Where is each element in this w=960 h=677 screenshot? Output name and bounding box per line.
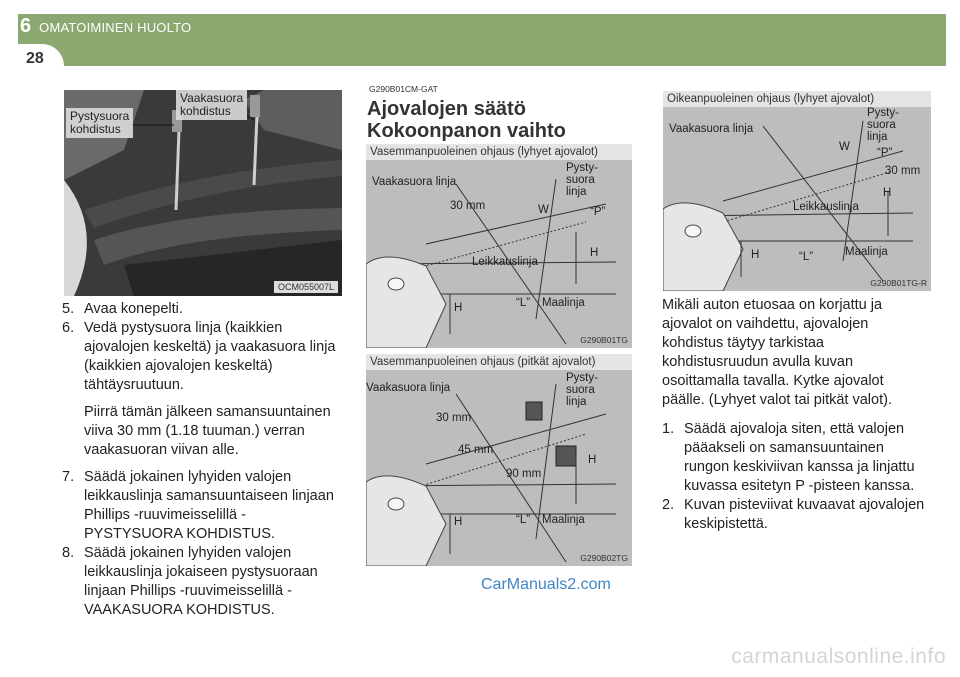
section-title-line-1: Ajovalojen säätö	[367, 98, 526, 120]
chapter-number: 6	[20, 15, 32, 37]
label-horizontal-line: Vaakasuora linja	[366, 382, 451, 394]
section-title	[367, 98, 566, 142]
right-step-2	[662, 496, 930, 534]
label-l: “L”	[516, 514, 531, 526]
step-number: 6.	[62, 320, 75, 336]
section-code: G290B01CM-GAT	[369, 84, 438, 94]
right-column-text	[662, 296, 930, 534]
label-offset: 30 mm	[450, 200, 486, 212]
site-watermark: CarManuals2.com	[481, 576, 611, 593]
label-ground-line: Maalinja	[845, 246, 888, 258]
label-h-right: H	[588, 454, 597, 466]
horizontal-alignment-label	[176, 90, 247, 120]
step-number: 1.	[662, 421, 675, 437]
step-number: 2.	[662, 497, 675, 513]
label-w: W	[839, 141, 850, 153]
diagram-code: G290B01TG-R	[870, 278, 927, 288]
diagram-caption: Vasemmanpuoleinen ohjaus (pitkät ajovalot)	[366, 354, 632, 370]
chapter-title-text: OMATOIMINEN HUOLTO	[39, 20, 192, 35]
vertical-alignment-label	[66, 108, 133, 138]
label-l: “L”	[799, 251, 814, 263]
diagram-caption: Oikeanpuoleinen ohjaus (lyhyet ajovalot)	[663, 91, 931, 107]
diagram-lhd-low-beam	[366, 144, 632, 348]
label-offset-45: 45 mm	[458, 444, 494, 456]
vertical-alignment-text: Pystysuora kohdistus	[70, 109, 130, 136]
horizontal-alignment-text: Vaakasuora kohdistus	[180, 91, 244, 118]
left-steps	[62, 300, 338, 620]
diagram-lhd-high-beam	[366, 354, 632, 566]
label-l: “L”	[516, 297, 531, 309]
diagram-caption: Vasemmanpuoleinen ohjaus (lyhyet ajovalot)	[366, 144, 632, 160]
label-h-left: H	[751, 249, 760, 261]
label-h-right: H	[590, 247, 599, 259]
step-6	[62, 319, 338, 395]
label-horizontal-line: Vaakasuora linja	[669, 123, 754, 135]
photo-code: OCM055007L	[274, 281, 338, 293]
diagram-code: G290B01TG	[580, 335, 628, 345]
label-p: “P”	[877, 147, 893, 159]
label-horizontal-line: Vaakasuora linja	[372, 176, 457, 188]
label-vertical-line: Pysty- suora linja	[566, 372, 598, 408]
step-text: Kuvan pisteviivat kuvaavat ajovalojen keskipistettä.	[684, 497, 925, 532]
diagram-rhd-low-beam	[663, 91, 931, 291]
label-cutoff-line: Leikkauslinja	[793, 201, 859, 213]
step-6-note: Piirrä tämän jälkeen samansuuntainen viiva 30 mm (1.18 tuuman.) verran vaakasuoran viivan alle.	[84, 404, 331, 458]
label-h-right: H	[883, 187, 892, 199]
engine-bay-photo	[64, 90, 342, 296]
step-5	[62, 300, 338, 319]
section-title-line-2: Kokoonpanon vaihto	[367, 120, 566, 142]
chapter-title	[20, 15, 191, 38]
step-number: 5.	[62, 301, 75, 317]
step-7	[62, 468, 338, 544]
label-vertical-line: Pysty- suora linja	[566, 162, 598, 198]
label-p: “P”	[590, 206, 606, 218]
footer-watermark: carmanualsonline.info	[731, 645, 946, 668]
diagram-code: G290B02TG	[580, 553, 628, 563]
step-text: Avaa konepelti.	[84, 301, 183, 317]
step-text: Vedä pystysuora linja (kaikkien ajovalojen keskeltä) ja vaakasuora linja (kaikkien ajovalojen keskeltä) tähtäysruutuun.	[84, 320, 336, 393]
label-ground-line: Maalinja	[542, 297, 585, 309]
right-step-1	[662, 420, 930, 496]
step-text: Säädä jokainen lyhyiden valojen leikkauslinja samansuuntaiseen linjaan Phillips -ruuvimeisselillä - PYSTYSUORA KOHDISTUS.	[84, 469, 334, 542]
step-8	[62, 544, 338, 620]
label-offset-90: 90 mm	[506, 468, 542, 480]
label-h-left: H	[454, 302, 463, 314]
label-ground-line: Maalinja	[542, 514, 585, 526]
label-cutoff-line: Leikkauslinja	[472, 256, 538, 268]
step-text: Säädä jokainen lyhyiden valojen leikkauslinja jokaiseen pystysuoraan linjaan Phillips -ruuvimeisselillä - VAAKASUORA KOHDISTUS.	[84, 545, 318, 618]
intro-paragraph: Mikäli auton etuosaa on korjattu ja ajovalot on vaihdettu, ajovalojen kohdistus täytyy tarkistaa kohdistusruudun avulla kuvan osoittamalla tavalla. Kytke ajovalot päälle. (Lyhyet valot tai pitkät valot).	[662, 297, 892, 408]
step-number: 7.	[62, 469, 75, 485]
label-offset: 30 mm	[885, 165, 921, 177]
label-offset-30: 30 mm	[436, 412, 472, 424]
step-number: 8.	[62, 545, 75, 561]
step-text: Säädä ajovaloja siten, että valojen pääakseli on samansuuntainen rungon keskiviivan kanssa ja linjattu kuvassa esitetyn P -pisteen kanssa.	[684, 421, 915, 494]
label-w: W	[538, 204, 549, 216]
page-number: 28	[26, 50, 44, 67]
label-vertical-line: Pysty- suora linja	[867, 107, 899, 143]
label-h-left: H	[454, 516, 463, 528]
